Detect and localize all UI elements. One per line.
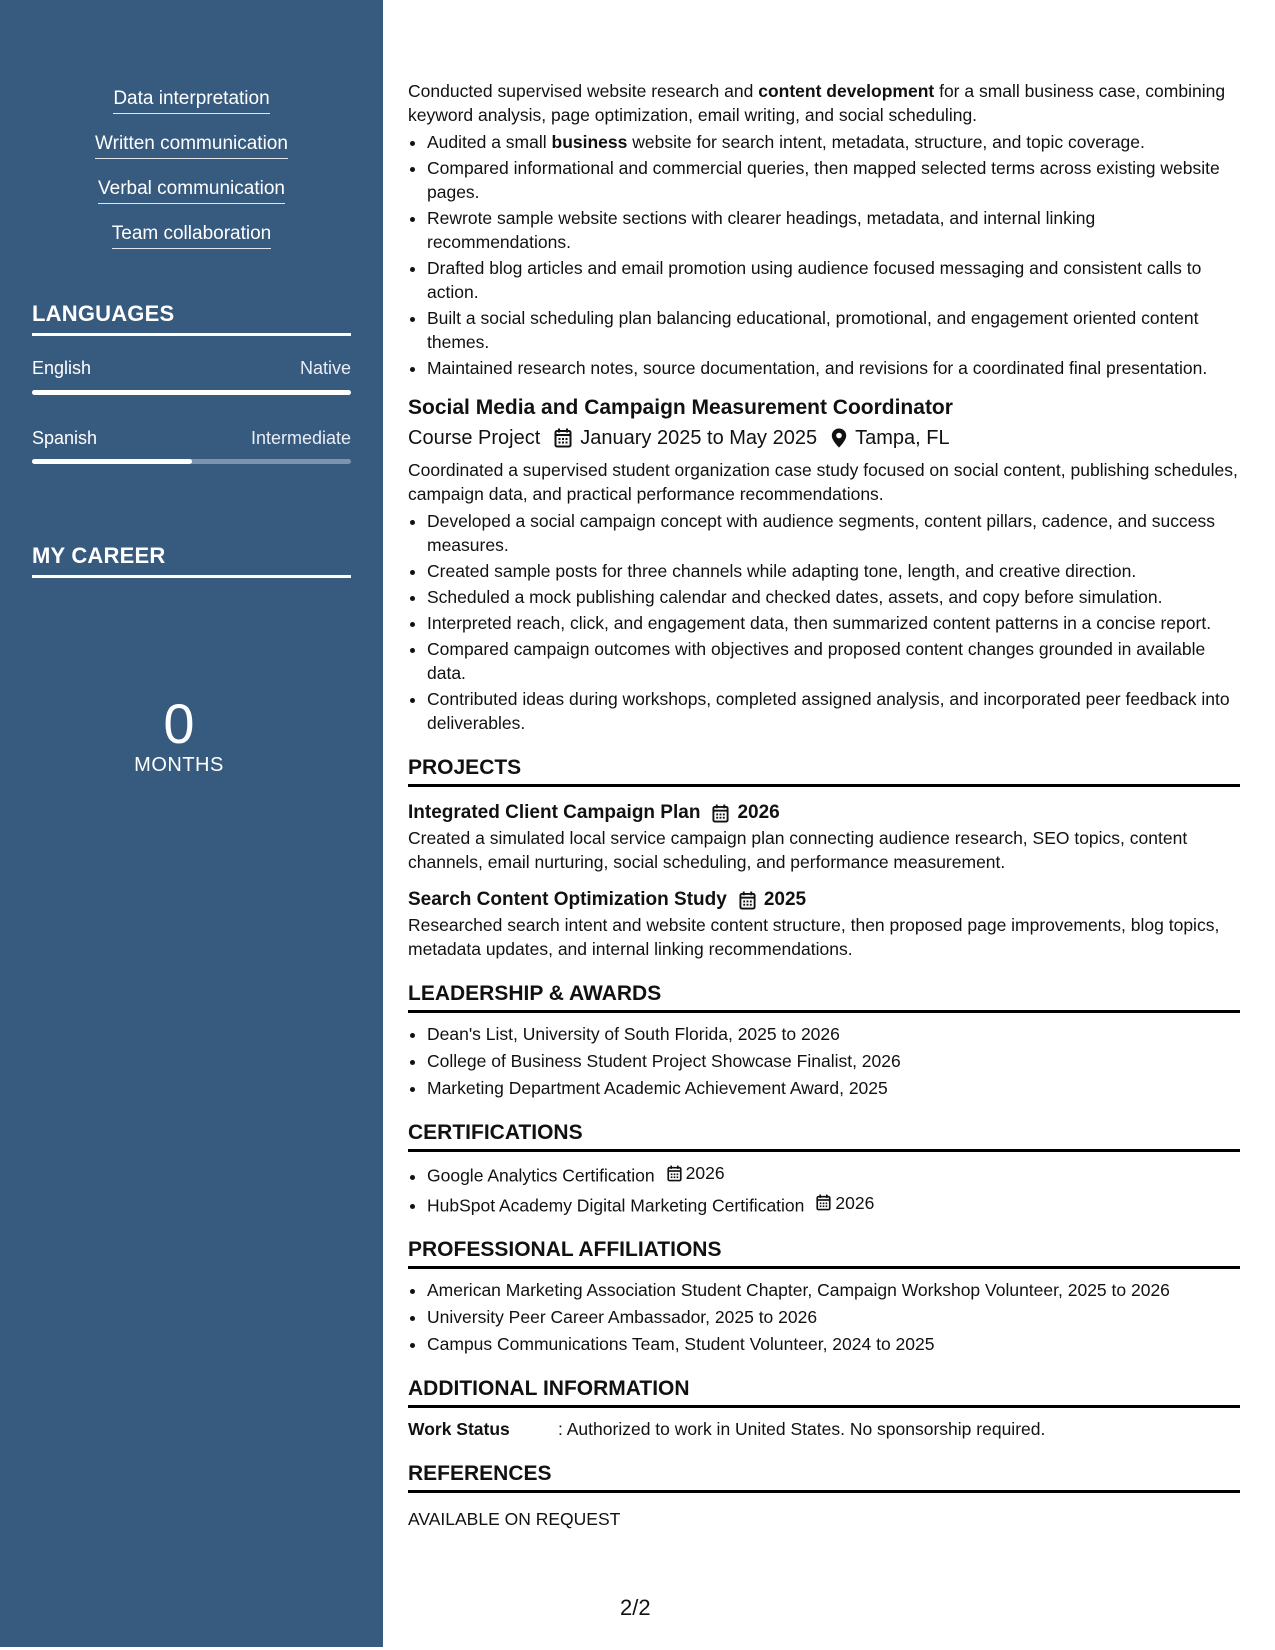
bullet-text: website for search intent, metadata, structure, and topic coverage. xyxy=(627,132,1145,152)
projects-heading: PROJECTS xyxy=(408,755,1240,787)
info-label: Work Status xyxy=(408,1419,510,1439)
list-item: • Created sample posts for three channels while adapting tone, length, and creative direction. xyxy=(427,559,1240,583)
list-item xyxy=(427,1161,1240,1188)
certification-year: 2026 xyxy=(835,1192,875,1213)
intro-text: for a small business case, combining keyword analysis, page optimization, email writing, and social scheduling. xyxy=(408,81,1226,125)
list-item: • Campus Communications Team, Student Volunteer, 2024 to 2025 xyxy=(427,1332,1240,1356)
language-level: Intermediate xyxy=(250,428,351,448)
skill-item: Team collaboration xyxy=(112,221,271,249)
list-item: • Interpreted reach, click, and engagement data, then summarized content patterns in a concise report. xyxy=(427,611,1240,635)
skill-item: Data interpretation xyxy=(113,86,269,114)
project-year: 2025 xyxy=(763,889,807,910)
list-item: • Built a social scheduling plan balancing educational, promotional, and engagement oriented content themes. xyxy=(427,306,1240,354)
job-location: Tampa, FL xyxy=(855,427,950,449)
additional-info-heading: ADDITIONAL INFORMATION xyxy=(408,1376,1240,1408)
job-title: Social Media and Campaign Measurement Coordinator xyxy=(408,396,953,419)
project-title xyxy=(408,887,1240,913)
language-proficiency-fill xyxy=(32,390,351,395)
map-pin-icon xyxy=(831,428,847,448)
certifications-list xyxy=(408,1161,1240,1217)
project-name: Integrated Client Campaign Plan xyxy=(408,802,701,823)
list-item: • Maintained research notes, source documentation, and revisions for a coordinated final presentation. xyxy=(427,356,1240,380)
list-item: • College of Business Student Project Showcase Finalist, 2026 xyxy=(427,1049,1240,1073)
affiliations-list xyxy=(408,1278,1240,1356)
calendar-icon xyxy=(739,891,756,910)
job-bullets xyxy=(408,509,1240,735)
certification-name: HubSpot Academy Digital Marketing Certification xyxy=(427,1195,805,1215)
certification-year: 2026 xyxy=(685,1163,725,1183)
project-name: Search Content Optimization Study xyxy=(408,889,727,910)
sidebar xyxy=(0,0,383,1647)
list-item: • Developed a social campaign concept with audience segments, content pillars, cadence, and success measures. xyxy=(427,509,1240,557)
list-item: • Dean's List, University of South Florida, 2025 to 2026 xyxy=(427,1022,1240,1046)
job-bullets xyxy=(408,130,1240,380)
career-unit: MONTHS xyxy=(134,754,224,776)
job-type: Course Project xyxy=(408,427,541,449)
calendar-icon xyxy=(816,1194,831,1211)
language-level: Native xyxy=(299,358,351,378)
info-row xyxy=(408,1417,1240,1441)
career-value: 0 xyxy=(163,692,195,755)
list-item: • Rewrote sample website sections with clearer headings, metadata, and internal linking recommendations. xyxy=(427,206,1240,254)
intro-text: Conducted supervised website research and xyxy=(408,81,759,101)
project-title xyxy=(408,800,1240,826)
bullet-bold-text: business xyxy=(551,132,628,152)
list-item: • Compared campaign outcomes with objectives and proposed content changes grounded in available data. xyxy=(427,637,1240,685)
job-intro: Coordinated a supervised student organization case study focused on social content, publishing schedules, campaign data, and practical performance recommendations. xyxy=(408,460,1238,504)
calendar-icon xyxy=(712,804,729,823)
list-item xyxy=(427,130,1240,154)
references-text: AVAILABLE ON REQUEST xyxy=(408,1509,621,1529)
language-proficiency-bar xyxy=(32,390,351,395)
list-item: • Scheduled a mock publishing calendar and checked dates, assets, and copy before simulation. xyxy=(427,585,1240,609)
info-value: : Authorized to work in United States. No sponsorship required. xyxy=(558,1419,1046,1439)
leadership-list xyxy=(408,1022,1240,1100)
references-heading: REFERENCES xyxy=(408,1461,1240,1493)
project-description: Created a simulated local service campaign plan connecting audience research, SEO topics, content channels, email nurturing, social scheduling, and performance measurement. xyxy=(408,828,1188,872)
affiliations-heading: PROFESSIONAL AFFILIATIONS xyxy=(408,1237,1240,1269)
list-item: • Drafted blog articles and email promotion using audience focused messaging and consistent calls to action. xyxy=(427,256,1240,304)
language-row xyxy=(32,428,351,449)
intro-bold-text: content development xyxy=(758,81,935,101)
list-item: • Contributed ideas during workshops, completed assigned analysis, and incorporated peer feedback into deliverables. xyxy=(427,687,1240,735)
main-content xyxy=(408,79,1240,1531)
skills-list xyxy=(0,86,383,266)
list-item xyxy=(427,1191,1240,1218)
skill-item: Written communication xyxy=(95,131,288,159)
list-item: • American Marketing Association Student Chapter, Campaign Workshop Volunteer, 2025 to 2026 xyxy=(427,1278,1240,1302)
job-meta xyxy=(408,424,1240,452)
job-dates: January 2025 to May 2025 xyxy=(580,427,818,449)
language-row xyxy=(32,358,351,379)
list-item: • University Peer Career Ambassador, 2025 to 2026 xyxy=(427,1305,1240,1329)
career-heading: MY CAREER xyxy=(32,543,351,578)
bullet-text: Audited a small xyxy=(427,132,552,152)
language-name: Spanish xyxy=(32,428,98,448)
leadership-heading: LEADERSHIP & AWARDS xyxy=(408,981,1240,1013)
language-proficiency-bar xyxy=(32,459,351,464)
certifications-heading: CERTIFICATIONS xyxy=(408,1120,1240,1152)
calendar-icon xyxy=(667,1165,682,1182)
list-item: • Marketing Department Academic Achievement Award, 2025 xyxy=(427,1076,1240,1100)
page-number: 2/2 xyxy=(620,1595,651,1620)
languages-heading: LANGUAGES xyxy=(32,301,351,336)
project-year: 2026 xyxy=(737,802,780,823)
job-intro xyxy=(408,79,1240,127)
skill-item: Verbal communication xyxy=(98,176,285,204)
certification-name: Google Analytics Certification xyxy=(427,1165,655,1186)
language-name: English xyxy=(32,358,92,378)
language-proficiency-fill xyxy=(32,459,192,464)
list-item: • Compared informational and commercial queries, then mapped selected terms across existing website pages. xyxy=(427,156,1240,204)
project-description: Researched search intent and website content structure, then proposed page improvements, blog topics, metadata updates, and internal linking recommendations. xyxy=(408,915,1220,959)
calendar-icon xyxy=(554,428,572,448)
